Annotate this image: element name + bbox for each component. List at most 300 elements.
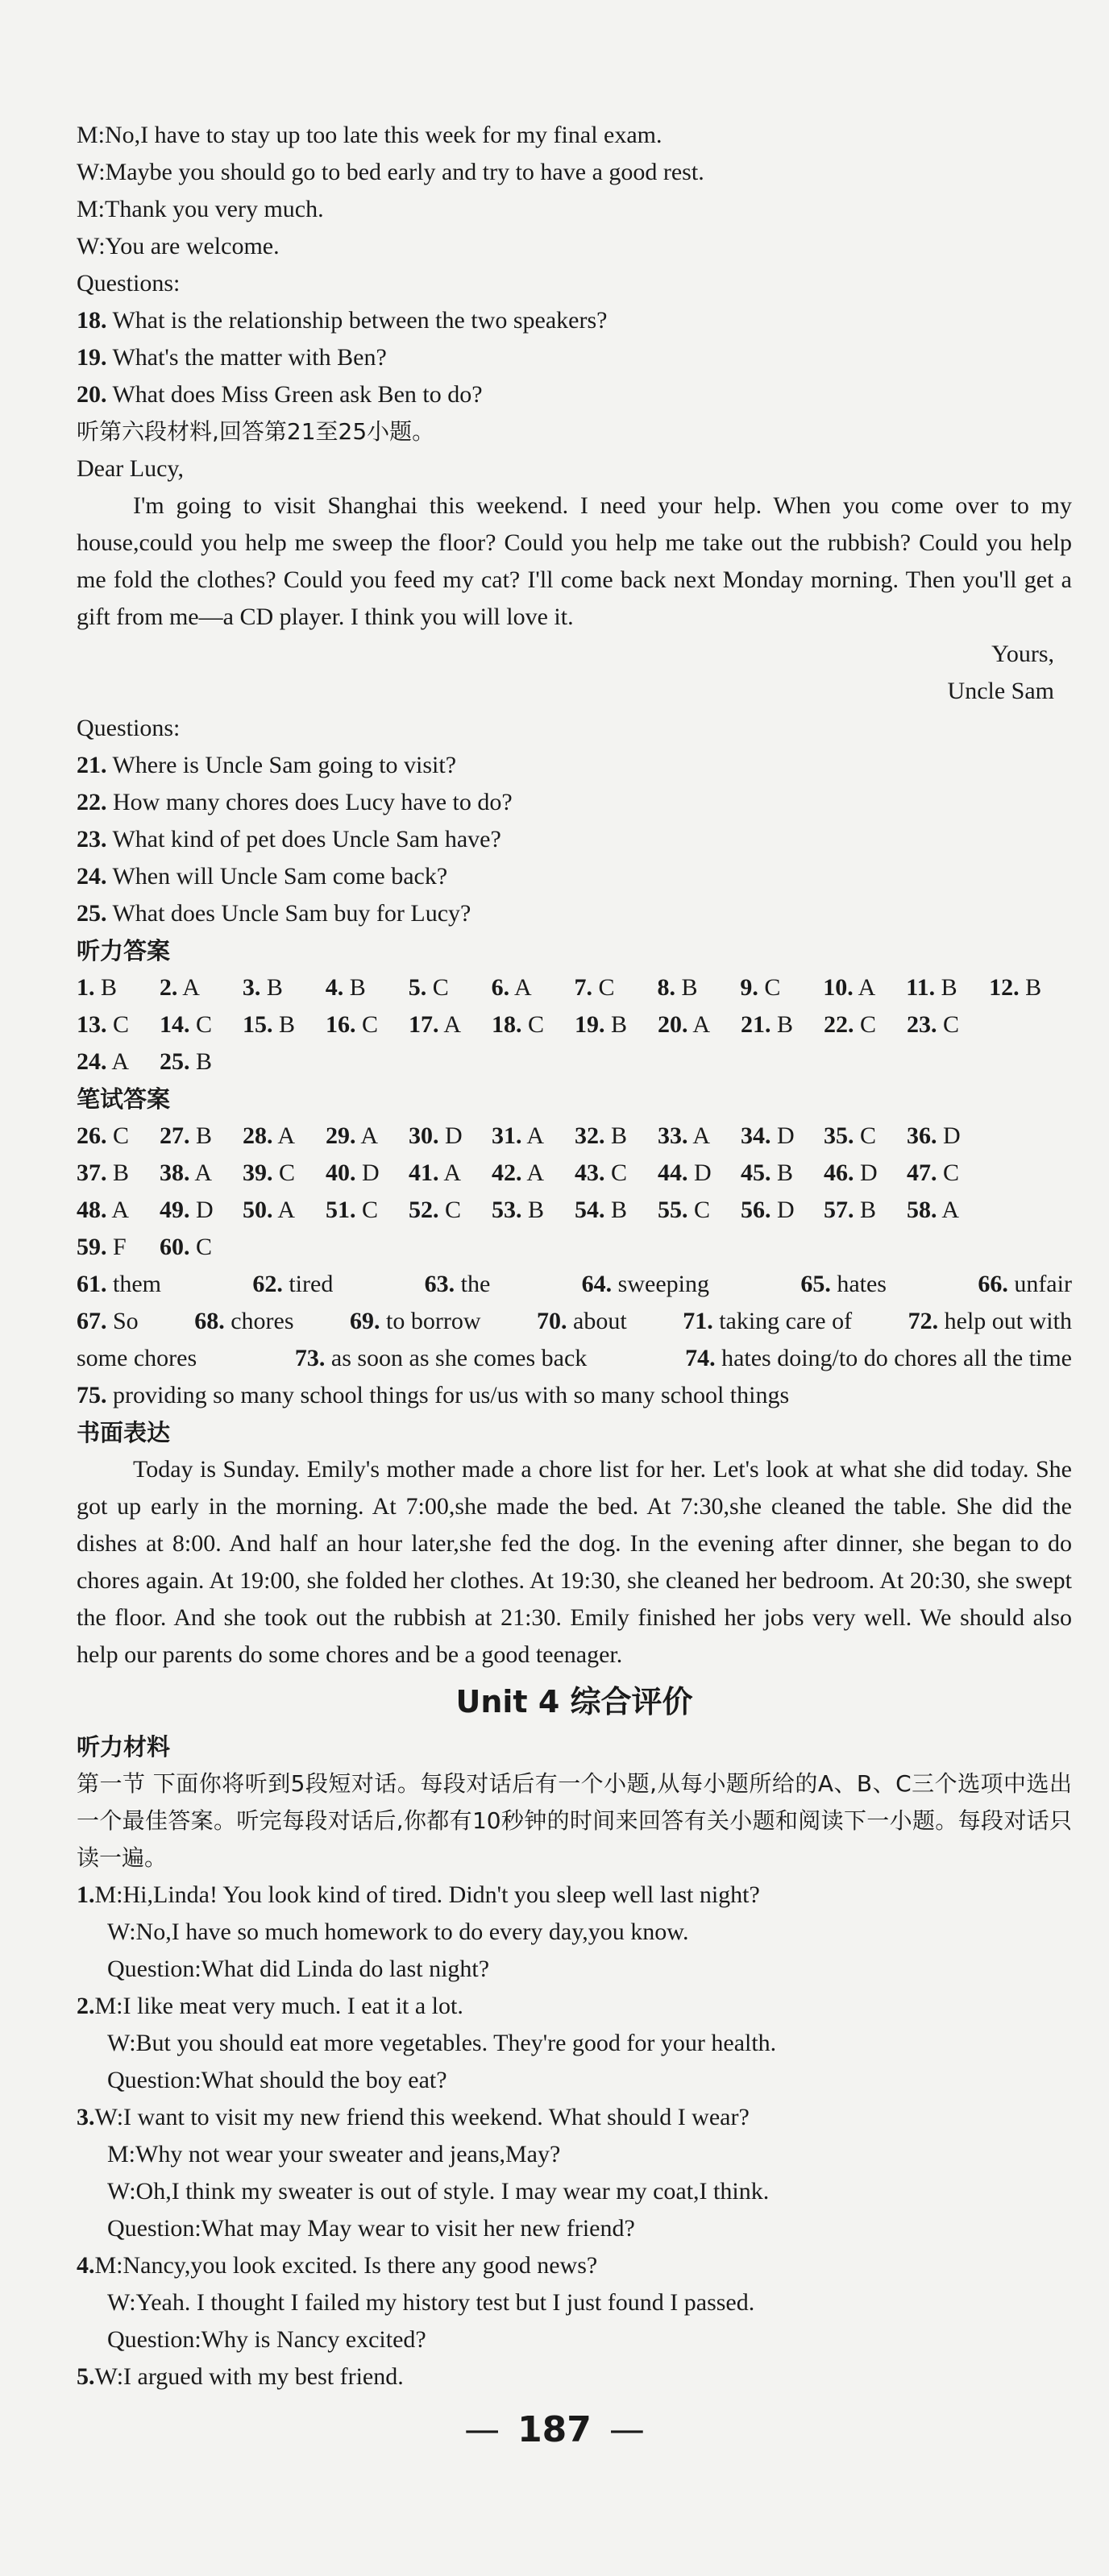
answer-item <box>160 1155 243 1192</box>
fill-answer-number: 75. <box>77 1382 107 1408</box>
answer-value: C <box>113 1122 130 1149</box>
answer-number: 21. <box>741 1011 771 1038</box>
answer-item <box>492 1192 575 1229</box>
listening-answers-grid <box>77 969 1072 1081</box>
answer-value: D <box>362 1159 380 1186</box>
answer-item <box>160 1192 243 1229</box>
answer-value: B <box>349 974 366 1001</box>
answer-value: A <box>526 1159 545 1186</box>
fill-answer-number: 68. <box>194 1308 225 1334</box>
answer-item <box>492 1118 575 1155</box>
answer-number: 22. <box>824 1011 854 1038</box>
page-content <box>77 117 1072 2396</box>
fill-answer-number: 64. <box>581 1271 613 1297</box>
answer-item <box>658 1155 741 1192</box>
listening-answers-label: 听力答案 <box>77 937 171 964</box>
answer-value: C <box>943 1159 960 1186</box>
dialog-text: Question:Why is Nancy excited? <box>107 2326 426 2353</box>
fill-answer-value: tired <box>289 1271 334 1297</box>
answer-item <box>409 1192 492 1229</box>
answer-number: 34. <box>741 1122 771 1149</box>
written-answers-grid <box>77 1118 1072 1266</box>
dialog-six-tail <box>77 117 1072 265</box>
answer-number: 59. <box>77 1234 107 1260</box>
answer-value: D <box>196 1197 214 1223</box>
question-number: 24. <box>77 863 107 890</box>
answer-item <box>77 1043 160 1081</box>
page-dash-left: — <box>464 2409 501 2450</box>
answer-number: 36. <box>907 1122 937 1149</box>
fill-answer-number: 61. <box>77 1271 107 1297</box>
answer-item <box>160 1043 243 1081</box>
answer-number: 16. <box>326 1011 356 1038</box>
answer-value: C <box>196 1234 213 1260</box>
answer-value: A <box>277 1122 296 1149</box>
answer-value: A <box>941 1197 960 1223</box>
dialog-text: W:Oh,I think my sweater is out of style. I may wear my coat,I think. <box>107 2178 770 2205</box>
answer-value: B <box>196 1122 213 1149</box>
answer-value: A <box>111 1048 130 1075</box>
unit-title: Unit 4 综合评价 <box>455 1684 693 1719</box>
answer-item <box>243 1006 326 1043</box>
answer-item <box>575 1118 658 1155</box>
dialog-text: M:Nancy,you look excited. Is there any good news? <box>94 2252 598 2279</box>
section-one-intro: 第一节 下面你将听到5段短对话。每段对话后有一个小题,从每小题所给的A、B、C三个选项中选出一个最佳答案。听完每段对话后,你都有10秒钟的时间来回答有关小题和阅读下一小题。每段对话只读一遍。 <box>77 1770 1072 1871</box>
fill-answer-item <box>77 1303 139 1340</box>
answer-item <box>77 1118 160 1155</box>
answer-item <box>77 969 160 1006</box>
dialog-number: 4. <box>77 2252 95 2279</box>
fill-answer-row <box>77 1377 1072 1414</box>
answer-row <box>77 969 1072 1006</box>
answer-item <box>740 969 823 1006</box>
fill-answer-item <box>978 1266 1072 1303</box>
fill-answer-number: 71. <box>683 1308 713 1334</box>
answer-number: 44. <box>658 1159 688 1186</box>
answer-value: C <box>860 1011 877 1038</box>
answer-item <box>492 969 575 1006</box>
question-number: 18. <box>77 307 107 334</box>
answer-number: 54. <box>575 1197 605 1223</box>
dialogs-list <box>77 1877 1072 2396</box>
answer-number: 25. <box>160 1048 190 1075</box>
questions-label: Questions: <box>77 270 181 297</box>
fill-answer-item <box>295 1340 587 1377</box>
answer-item <box>160 1118 243 1155</box>
answer-number: 38. <box>160 1159 190 1186</box>
answer-value: C <box>764 974 781 1001</box>
answer-item <box>160 1229 243 1266</box>
fill-answer-number: 65. <box>800 1271 831 1297</box>
fill-answer-number: 70. <box>537 1308 567 1334</box>
page-number <box>0 2409 1109 2450</box>
answer-value: B <box>1025 974 1042 1001</box>
dialog-line: M:No,I have to stay up too late this week for my final exam. <box>77 122 662 148</box>
fill-answer-value: to borrow <box>386 1308 481 1334</box>
answer-number: 31. <box>492 1122 522 1149</box>
answer-item <box>243 1118 326 1155</box>
letter-salutation: Dear Lucy, <box>77 455 184 482</box>
fill-answer-item <box>252 1266 333 1303</box>
answer-value: C <box>694 1197 711 1223</box>
answer-item <box>907 1192 990 1229</box>
writing-label: 书面表达 <box>77 1419 171 1446</box>
dialog-text: W:Yeah. I thought I failed my history test but I just found I passed. <box>107 2289 755 2316</box>
answer-item <box>741 1155 824 1192</box>
dialog-text: W:I want to visit my new friend this weekend. What should I wear? <box>94 2104 750 2130</box>
answer-number: 56. <box>741 1197 771 1223</box>
answer-number: 50. <box>243 1197 273 1223</box>
question-item <box>77 784 1072 821</box>
answer-value: A <box>858 974 876 1001</box>
answer-item <box>326 969 409 1006</box>
question-item <box>77 747 1072 784</box>
questions-18-20 <box>77 302 1072 413</box>
fill-answer-value: taking care of <box>719 1308 853 1334</box>
dialog-line <box>77 1988 1072 2025</box>
fill-answer-item <box>194 1303 293 1340</box>
dialog-line <box>77 1951 1072 1988</box>
question-number: 19. <box>77 344 107 371</box>
answer-value: B <box>777 1159 794 1186</box>
fill-answer-item <box>350 1303 480 1340</box>
fill-answer-row <box>77 1303 1072 1340</box>
answer-number: 48. <box>77 1197 107 1223</box>
answer-item <box>824 1006 907 1043</box>
answer-value: B <box>860 1197 877 1223</box>
answer-item <box>658 1118 741 1155</box>
answer-number: 10. <box>823 974 854 1001</box>
dialog-line <box>77 2025 1072 2062</box>
answer-value: B <box>196 1048 213 1075</box>
dialog-line <box>77 2210 1072 2247</box>
fill-answer-number: 72. <box>908 1308 939 1334</box>
answer-item <box>575 1192 658 1229</box>
written-answers-label: 笔试答案 <box>77 1085 171 1113</box>
section-six-heading: 听第六段材料,回答第21至25小题。 <box>77 418 435 445</box>
answer-value: B <box>777 1011 794 1038</box>
answer-item <box>326 1118 409 1155</box>
answer-number: 41. <box>409 1159 439 1186</box>
fill-answer-number: 63. <box>424 1271 455 1297</box>
dialog-text: W:No,I have so much homework to do every day,you know. <box>107 1919 689 1945</box>
fill-answer-number: 67. <box>77 1308 107 1334</box>
answer-value: A <box>194 1159 213 1186</box>
dialog-line <box>77 1914 1072 1951</box>
answer-item <box>409 969 492 1006</box>
answer-number: 29. <box>326 1122 356 1149</box>
answer-item <box>907 1155 990 1192</box>
answer-value: C <box>528 1011 545 1038</box>
answer-value: B <box>266 974 283 1001</box>
answer-item <box>575 969 658 1006</box>
answer-row <box>77 1118 1072 1155</box>
answer-item <box>243 1155 326 1192</box>
fill-answer-number: 66. <box>978 1271 1008 1297</box>
answer-number: 45. <box>741 1159 771 1186</box>
answer-value: C <box>196 1011 213 1038</box>
answer-number: 49. <box>160 1197 190 1223</box>
answer-number: 39. <box>243 1159 273 1186</box>
fill-answer-number: 74. <box>685 1345 716 1371</box>
fill-in-answers <box>77 1266 1072 1414</box>
dialog-text: Question:What should the boy eat? <box>107 2067 447 2093</box>
answer-value: C <box>943 1011 960 1038</box>
answer-item <box>409 1118 492 1155</box>
answer-value: F <box>113 1234 127 1260</box>
fill-answer-value: providing so many school things for us/us with so many school things <box>113 1382 790 1408</box>
answer-number: 28. <box>243 1122 273 1149</box>
fill-answer-row <box>77 1340 1072 1377</box>
answer-number: 2. <box>159 974 178 1001</box>
answer-number: 32. <box>575 1122 605 1149</box>
dialog-line <box>77 2062 1072 2099</box>
fill-answer-item <box>683 1303 852 1340</box>
answer-item <box>243 969 326 1006</box>
answer-value: C <box>445 1197 462 1223</box>
answer-value: B <box>279 1011 296 1038</box>
questions-label-2: Questions: <box>77 715 181 741</box>
fill-answer-item <box>77 1340 197 1377</box>
answer-value: C <box>432 974 449 1001</box>
dialog-number: 5. <box>77 2363 95 2390</box>
answer-item <box>160 1006 243 1043</box>
answer-number: 42. <box>492 1159 522 1186</box>
letter-body: I'm going to visit Shanghai this weekend. I need your help. When you come over to my house,could you help me sweep the floor? Could you help me take out the rubbish? Could you help me fold the clothes? Could you feed my cat? I'll come back next Monday morning. Then you'll get a gift from me—a CD player. I think you will love it. <box>77 492 1072 630</box>
answer-value: C <box>362 1197 379 1223</box>
answer-number: 19. <box>575 1011 605 1038</box>
question-item <box>77 858 1072 895</box>
answer-item <box>906 969 989 1006</box>
answer-number: 4. <box>325 974 344 1001</box>
question-text: What does Miss Green ask Ben to do? <box>112 381 483 408</box>
answer-value: B <box>681 974 698 1001</box>
dialog-number: 1. <box>77 1881 95 1908</box>
question-number: 21. <box>77 752 107 778</box>
question-item <box>77 339 1072 376</box>
fill-answer-value: some chores <box>77 1345 197 1371</box>
answer-number: 5. <box>408 974 427 1001</box>
answer-value: C <box>113 1011 130 1038</box>
fill-answer-item <box>537 1303 627 1340</box>
question-item <box>77 376 1072 413</box>
answer-number: 60. <box>160 1234 190 1260</box>
question-text: Where is Uncle Sam going to visit? <box>112 752 457 778</box>
dialog-text: W:But you should eat more vegetables. They're good for your health. <box>107 2030 777 2056</box>
letter-closing: Yours, <box>991 641 1054 667</box>
fill-answer-item <box>77 1266 161 1303</box>
answer-number: 43. <box>575 1159 605 1186</box>
answer-row <box>77 1155 1072 1192</box>
answer-value: C <box>860 1122 877 1149</box>
answer-item <box>907 1006 990 1043</box>
answer-value: A <box>692 1122 711 1149</box>
answer-item <box>492 1006 575 1043</box>
fill-answer-number: 73. <box>294 1345 326 1371</box>
answer-value: A <box>443 1159 462 1186</box>
dialog-line <box>77 2321 1072 2358</box>
answer-number: 27. <box>160 1122 190 1149</box>
fill-answer-value: about <box>573 1308 627 1334</box>
answer-item <box>823 969 906 1006</box>
question-item <box>77 895 1072 932</box>
answer-number: 30. <box>409 1122 439 1149</box>
answer-item <box>326 1006 409 1043</box>
answer-number: 7. <box>574 974 593 1001</box>
answer-number: 51. <box>326 1197 356 1223</box>
fill-answer-value: help out with <box>944 1308 1072 1334</box>
answer-row <box>77 1192 1072 1229</box>
fill-answer-value: chores <box>231 1308 294 1334</box>
answer-number: 14. <box>160 1011 190 1038</box>
dialog-line: W:Maybe you should go to bed early and try to have a good rest. <box>77 159 704 185</box>
answer-number: 6. <box>491 974 510 1001</box>
question-item <box>77 821 1072 858</box>
answer-item <box>243 1192 326 1229</box>
answer-number: 15. <box>243 1011 273 1038</box>
question-number: 22. <box>77 789 107 815</box>
question-number: 23. <box>77 826 107 852</box>
question-text: How many chores does Lucy have to do? <box>113 789 513 815</box>
answer-number: 40. <box>326 1159 356 1186</box>
question-number: 25. <box>77 900 107 927</box>
answer-number: 57. <box>824 1197 854 1223</box>
answer-item <box>77 1192 160 1229</box>
answer-item <box>741 1006 824 1043</box>
answer-row <box>77 1229 1072 1266</box>
dialog-line <box>77 2173 1072 2210</box>
fill-answer-value: sweeping <box>617 1271 709 1297</box>
answer-item <box>326 1192 409 1229</box>
dialog-text: Question:What may May wear to visit her new friend? <box>107 2215 635 2242</box>
answer-number: 35. <box>824 1122 854 1149</box>
answer-number: 1. <box>77 974 95 1001</box>
answer-item <box>575 1155 658 1192</box>
answer-row <box>77 1006 1072 1043</box>
answer-value: A <box>526 1122 545 1149</box>
question-item <box>77 302 1072 339</box>
answer-number: 26. <box>77 1122 107 1149</box>
dialog-text: M:Hi,Linda! You look kind of tired. Didn't you sleep well last night? <box>94 1881 760 1908</box>
answer-row <box>77 1043 1072 1081</box>
answer-value: D <box>943 1122 961 1149</box>
answer-item <box>77 1006 160 1043</box>
letter-signature: Uncle Sam <box>947 678 1054 704</box>
fill-answer-item <box>582 1266 709 1303</box>
question-number: 20. <box>77 381 107 408</box>
answer-number: 17. <box>409 1011 439 1038</box>
dialog-text: W:I argued with my best friend. <box>94 2363 404 2390</box>
answer-item <box>409 1006 492 1043</box>
answer-value: B <box>941 974 957 1001</box>
answer-item <box>741 1192 824 1229</box>
answer-item <box>907 1118 990 1155</box>
answer-number: 11. <box>906 974 936 1001</box>
answer-value: C <box>598 974 615 1001</box>
fill-answer-value: as soon as she comes back <box>330 1345 588 1371</box>
answer-value: D <box>777 1122 795 1149</box>
answer-item <box>658 1192 741 1229</box>
answer-value: A <box>360 1122 379 1149</box>
answer-value: C <box>611 1159 628 1186</box>
fill-answer-number: 62. <box>252 1271 283 1297</box>
fill-answer-item <box>908 1303 1072 1340</box>
answer-value: B <box>611 1122 628 1149</box>
dialog-line: M:Thank you very much. <box>77 196 324 222</box>
answer-value: D <box>860 1159 878 1186</box>
fill-answer-value: them <box>113 1271 161 1297</box>
answer-number: 3. <box>242 974 261 1001</box>
answer-value: A <box>277 1197 296 1223</box>
dialog-text: M:I like meat very much. I eat it a lot. <box>94 1993 463 2019</box>
answer-number: 20. <box>658 1011 688 1038</box>
dialog-number: 3. <box>77 2104 95 2130</box>
dialog-line: W:You are welcome. <box>77 233 280 259</box>
answer-item <box>492 1155 575 1192</box>
page-dash-right: — <box>608 2409 645 2450</box>
answer-item <box>160 969 243 1006</box>
answer-value: D <box>445 1122 463 1149</box>
question-text: What's the matter with Ben? <box>112 344 387 371</box>
answer-item <box>657 969 740 1006</box>
answer-number: 37. <box>77 1159 107 1186</box>
writing-passage: Today is Sunday. Emily's mother made a chore list for her. Let's look at what she did today. She got up early in the morning. At 7:00,she made the bed. At 7:30,she cleaned the table. She did the dishes at 8:00. And half an hour later,she fed the dog. In the evening after dinner, she began to do chores again. At 19:00, she folded her clothes. At 19:30, she cleaned her bedroom. At 20:30, she swept the floor. And she took out the rubbish at 21:30. Emily finished her jobs very well. We should also help our parents do some chores and be a good teenager. <box>77 1456 1072 1668</box>
answer-number: 55. <box>658 1197 688 1223</box>
answer-item <box>77 1229 160 1266</box>
answer-value: D <box>694 1159 712 1186</box>
page-number-text: 187 <box>517 2409 592 2450</box>
question-text: When will Uncle Sam come back? <box>112 863 448 890</box>
fill-answer-item <box>800 1266 887 1303</box>
dialog-line <box>77 2358 1072 2396</box>
dialog-line <box>77 2099 1072 2136</box>
answer-value: A <box>692 1011 711 1038</box>
answer-item <box>824 1192 907 1229</box>
fill-answer-value: So <box>113 1308 139 1334</box>
fill-answer-item <box>425 1266 491 1303</box>
questions-21-25 <box>77 747 1072 932</box>
answer-number: 47. <box>907 1159 937 1186</box>
fill-answer-value: the <box>460 1271 491 1297</box>
answer-number: 9. <box>740 974 758 1001</box>
answer-value: B <box>611 1011 628 1038</box>
answer-item <box>824 1118 907 1155</box>
answer-number: 18. <box>492 1011 522 1038</box>
answer-value: A <box>111 1197 130 1223</box>
answer-item <box>326 1155 409 1192</box>
dialog-text: Question:What did Linda do last night? <box>107 1956 490 1982</box>
fill-answer-value: hates doing/to do chores all the time <box>721 1345 1072 1371</box>
answer-number: 53. <box>492 1197 522 1223</box>
answer-item <box>575 1006 658 1043</box>
answer-value: A <box>443 1011 462 1038</box>
answer-item <box>989 969 1072 1006</box>
answer-item <box>658 1006 741 1043</box>
question-text: What is the relationship between the two speakers? <box>112 307 608 334</box>
dialog-line <box>77 2247 1072 2284</box>
listening-material-label: 听力材料 <box>77 1733 171 1761</box>
answer-item <box>741 1118 824 1155</box>
answer-number: 33. <box>658 1122 688 1149</box>
fill-answer-value: unfair <box>1014 1271 1072 1297</box>
dialog-text: M:Why not wear your sweater and jeans,May? <box>107 2141 561 2167</box>
answer-item <box>824 1155 907 1192</box>
answer-value: B <box>113 1159 130 1186</box>
dialog-line <box>77 1877 1072 1914</box>
fill-answer-row <box>77 1266 1072 1303</box>
answer-number: 13. <box>77 1011 107 1038</box>
answer-number: 8. <box>657 974 675 1001</box>
